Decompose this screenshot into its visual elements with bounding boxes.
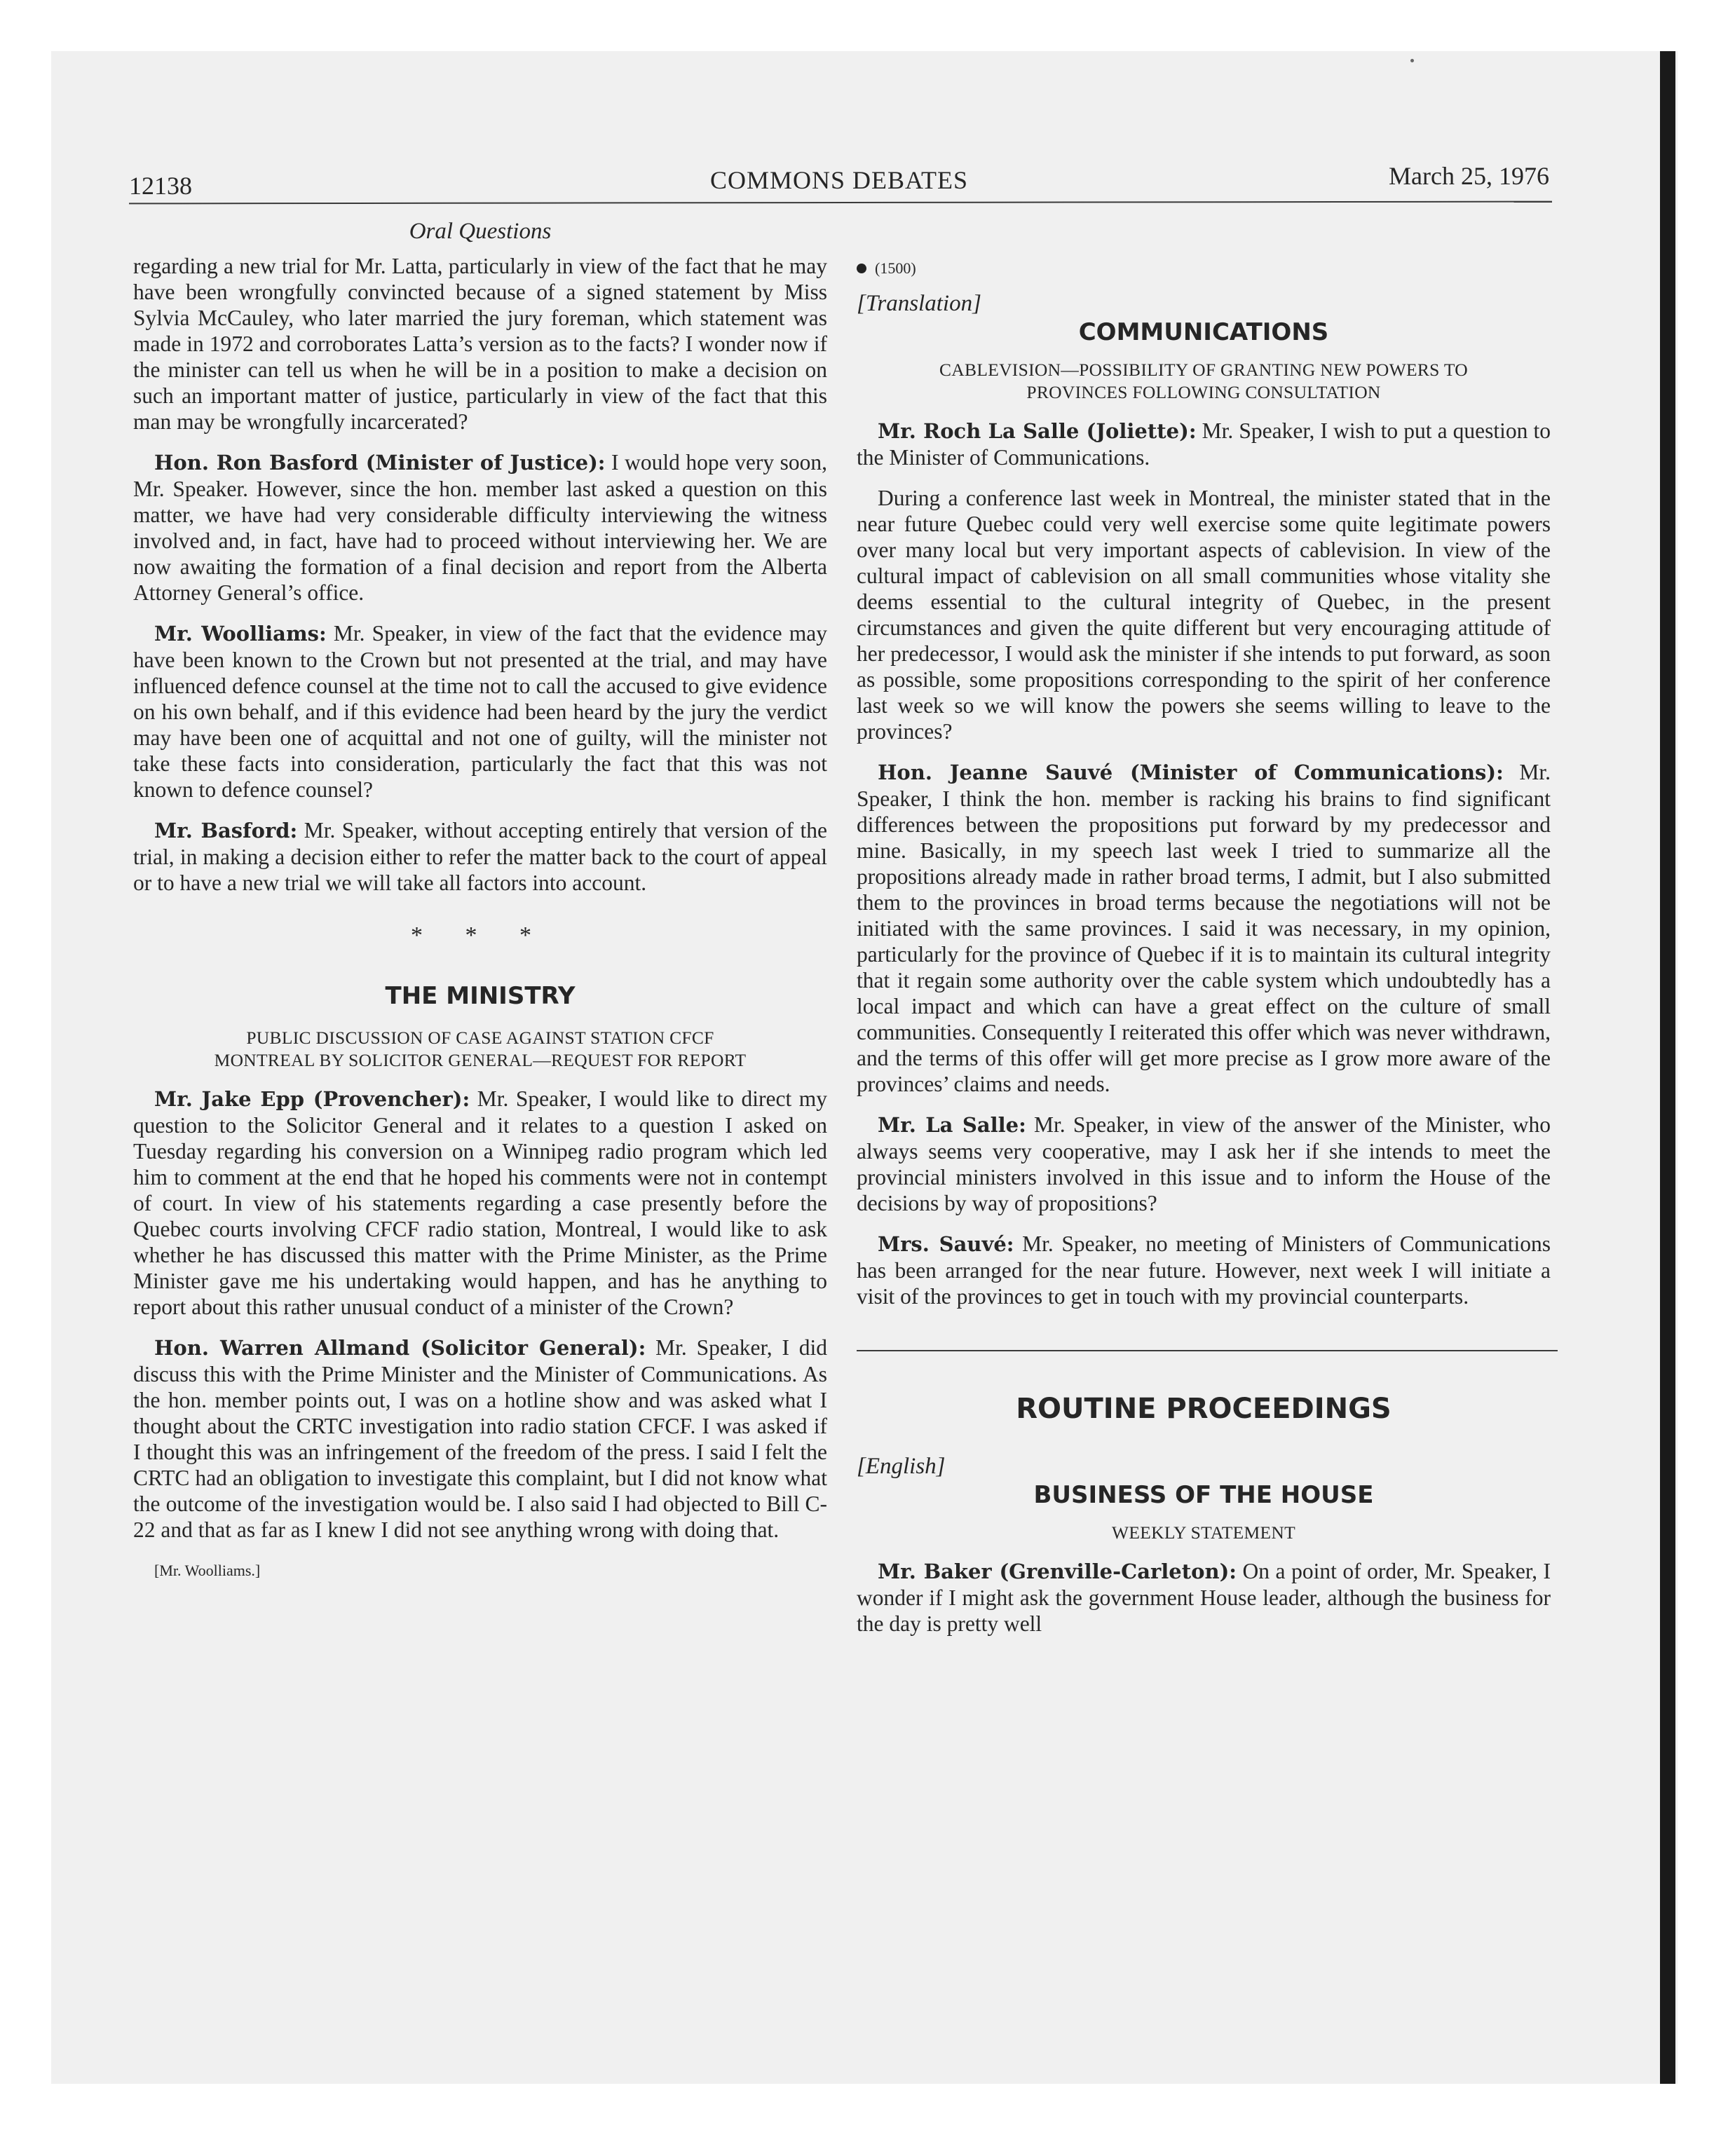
speech-text: Mr. Speaker, no meeting of Ministers of Communications has been arranged for the near future. However, next week I will initiate a visit of the provinces to get in touch with my provincial counterparts. [857, 1231, 1551, 1309]
scan-speck [1410, 59, 1414, 62]
page-header [129, 160, 1549, 203]
speech-text: I would hope very soon, Mr. Speaker. However, since the hon. member last asked a question on this matter, we have had very considerable difficulty interviewing the witness involved and, in fact, have had to proceed without interviewing her. We are now awaiting the formation of a final decision and report from the Alberta Attorney General’s office. [133, 450, 827, 605]
subheading-line: MONTREAL BY SOLICITOR GENERAL—REQUEST FOR REPORT [214, 1050, 747, 1070]
speech-text: Mr. Speaker, I would like to direct my question to the Solicitor General and it relates to a question I asked on Tuesday regarding his conversion on a Winnipeg radio program which led him to comment at the end that he hoped his comments were not in contempt of court. In view of his statements regarding a case presently before the Quebec courts involving CFCF radio station, Montreal, I would like to ask whether he has discussed this matter with the Prime Minister, as the Prime Minister gave me his undertaking would happen, and has he anything to report about this rather unusual conduct of a minister of the Crown? [133, 1086, 828, 1319]
speaker-name: Mr. Woolliams: [154, 622, 327, 646]
speech-paragraph [857, 418, 1551, 470]
speaker-name: Mr. Jake Epp (Provencher): [154, 1087, 470, 1111]
subheading-line: PROVINCES FOLLOWING CONSULTATION [1026, 382, 1381, 402]
header-date: March 25, 1976 [1389, 162, 1549, 190]
running-title: COMMONS DEBATES [709, 166, 969, 194]
translation-tag: [Translation] [857, 291, 981, 316]
time-marker-text: (1500) [875, 259, 916, 277]
speaker-name: Mrs. Sauvé: [878, 1232, 1014, 1256]
speaker-name: Hon. Ron Basford (Minister of Justice): [154, 451, 606, 475]
speech-text: On a point of order, Mr. Speaker, I wonder if I might ask the government House leader, although the business for the day is pretty well [857, 1559, 1551, 1636]
section-break-asterisks: * * * [411, 922, 550, 948]
right-column [857, 219, 1551, 1651]
speech-text: Mr. Speaker, in view of the answer of the Minister, who always seems very cooperative, may I ask her if she intends to meet the provincial ministers involved in this issue and to inform the House of the decisions by way of propositions? [857, 1112, 1551, 1215]
speaker-name: Mr. Roch La Salle (Joliette): [878, 419, 1197, 443]
page-number: 12138 [129, 172, 192, 200]
subheading-line: WEEKLY STATEMENT [1111, 1522, 1295, 1543]
speaker-name: Mr. La Salle: [878, 1113, 1026, 1137]
speech-paragraph [857, 1112, 1551, 1216]
speaker-name: Mr. Baker (Grenville-Carleton): [878, 1560, 1237, 1583]
speaker-name: Hon. Jeanne Sauvé (Minister of Communications): [878, 760, 1504, 784]
section-heading: ROUTINE PROCEEDINGS [1016, 1393, 1392, 1425]
subheading-line: CABLEVISION—POSSIBILITY OF GRANTING NEW POWERS TO [939, 360, 1468, 380]
speech-text: Mr. Speaker, I did discuss this with the Prime Minister and the Minister of Communications. As the hon. member points out, I was on a hotline show and was asked what I thought about the CRTC investigation into radio station CFCF. I was asked if I thought this was an infringement of the freedom of the press. I said I felt the CRTC had an obligation to investigate this complaint, but I did not know what the outcome of the investigation would be. I also said I had objected to Bill C-22 and that as far as I knew I did not see anything wrong with doing that. [133, 1335, 827, 1542]
speech-text: Mr. Speaker, in view of the fact that the evidence may have been known to the Crown but not presented at the trial, and may have influenced defence counsel at the time not to call the accused to give evidence on his own behalf, and if this evidence had been heard by the jury the verdict may have been one of acquittal and not one of guilty, will the minister not take these facts into consideration, particularly the fact that this was not known to defence counsel? [133, 621, 827, 802]
section-heading: THE MINISTRY [385, 982, 576, 1010]
speech-paragraph [857, 759, 1551, 1097]
speaker-name: Mr. Basford: [154, 819, 298, 842]
time-marker [857, 255, 1551, 281]
speech-text: Mr. Speaker, without accepting entirely that version of the trial, in making a decision either to refer the matter back to the court of appeal or to have a new trial we will take all factors into account. [133, 818, 827, 895]
speech-paragraph [133, 817, 827, 896]
scan-edge-shadow [1660, 51, 1675, 2084]
language-tag: [English] [857, 1454, 946, 1479]
section-heading: BUSINESS OF THE HOUSE [1033, 1481, 1374, 1509]
speech-paragraph [133, 1086, 827, 1320]
section-heading: COMMUNICATIONS [1078, 318, 1329, 346]
speaker-name: Hon. Warren Allmand (Solicitor General): [154, 1336, 646, 1360]
left-column [133, 219, 827, 1583]
speaker-footnote: [Mr. Woolliams.] [154, 1562, 261, 1579]
subheading-line: PUBLIC DISCUSSION OF CASE AGAINST STATION CFCF [246, 1028, 714, 1048]
speech-text: Mr. Speaker, I wish to put a question to the Minister of Communications. [857, 418, 1551, 470]
speech-paragraph [133, 1335, 827, 1543]
continued-paragraph: regarding a new trial for Mr. Latta, particularly in view of the fact that he may have been wrongfully convincted because of a signed statement by Miss Sylvia McCauley, who later married the jury foreman, which statement was made in 1972 and corroborates Latta’s version as to the facts? I wonder now if the minister can tell us when he will be in a position to make a decision on such an important matter of justice, particularly in view of the fact that this man may be wrongfully incarcerated? [133, 254, 827, 434]
speech-text: Mr. Speaker, I think the hon. member is racking his brains to find significant differences between the propositions put forward by my predecessor and mine. Basically, in my speech last week I tried to summarize all the propositions already made in rather broad terms, I admit, but I also submitted them to the provinces in broad terms because the negotiations will not be initiated with the same provinces. I said it was necessary, in my opinion, particularly for the province of Quebec if it is to maintain its cultural integrity that it regain some authority over the cable system which undoubtedly has a local impact and which can have a great effect on the culture of small communities. Consequently I reiterated this offer which was never withdrawn, and the terms of this offer will get more precise as I grow more aware of the provinces’ claims and needs. [857, 760, 1551, 1096]
speech-paragraph [857, 1231, 1551, 1309]
speech-paragraph: During a conference last week in Montreal, the minister stated that in the near future Quebec could very well exercise some quite legitimate powers over many local but very important aspects of cablevision. In view of the cultural impact of cablevision on all small communities whose vitality she deems essential to the cultural integrity of Quebec, in the present circumstances and given the quite different but very encouraging attitude of her predecessor, I would ask the minister if she intends to put forward, as soon as possible, some propositions corresponding to the spirit of her conference last week so we will know the powers she seems willing to leave to the provinces? [857, 486, 1551, 744]
speech-paragraph [133, 620, 827, 803]
bullet-dot-icon [857, 264, 866, 273]
speech-paragraph [133, 449, 827, 606]
section-label: Oral Questions [409, 219, 552, 244]
section-divider [857, 1350, 1558, 1351]
speech-paragraph [857, 1558, 1551, 1637]
